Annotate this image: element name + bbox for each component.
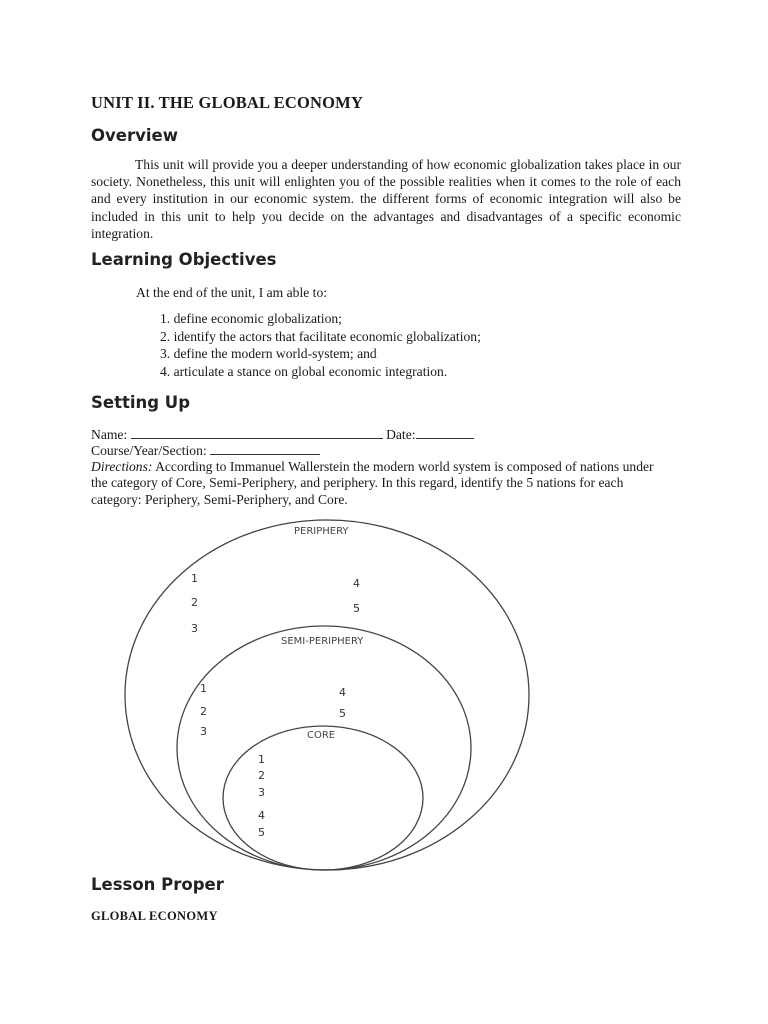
learning-objectives-intro: At the end of the unit, I am able to:	[136, 285, 328, 300]
periphery-number: 5	[353, 602, 360, 615]
core-number: 3	[258, 786, 265, 799]
periphery-number: 3	[191, 622, 198, 635]
lesson-proper-heading: Lesson Proper	[91, 875, 224, 894]
setting-up-heading: Setting Up	[91, 393, 191, 412]
core-number: 2	[258, 769, 265, 782]
semi-periphery-circle	[177, 626, 471, 870]
overview-paragraph: This unit will provide you a deeper understanding of how economic globalization takes place in our society. Nonetheless, this unit will enlighten you of the possible realities when it comes to the role of each and every institution in our economic system. the different forms of economic integration will also be included in this unit to help you decide on the advantages and disadvantages of a specific economic integration.	[91, 157, 681, 241]
periphery-circle	[125, 520, 529, 870]
semi-periphery-number: 1	[200, 682, 207, 695]
learning-objectives-heading: Learning Objectives	[91, 250, 277, 269]
name-label: Name:	[91, 427, 128, 442]
semi-periphery-number: 5	[339, 707, 346, 720]
course-label: Course/Year/Section:	[91, 443, 207, 458]
global-economy-heading: GLOBAL ECONOMY	[91, 909, 218, 923]
core-number: 4	[258, 809, 265, 822]
semi-periphery-number: 2	[200, 705, 207, 718]
core-number: 1	[258, 753, 265, 766]
directions-label: Directions:	[91, 459, 153, 474]
periphery-number: 4	[353, 577, 360, 590]
core-number: 5	[258, 826, 265, 839]
semi-periphery-number: 4	[339, 686, 346, 699]
unit-title: UNIT II. THE GLOBAL ECONOMY	[91, 93, 364, 112]
objective-item: 4. articulate a stance on global economic integration.	[160, 363, 448, 379]
periphery-label: PERIPHERY	[294, 526, 349, 537]
objective-item: 1. define economic globalization;	[160, 311, 342, 326]
objective-item: 2. identify the actors that facilitate economic globalization;	[160, 328, 481, 344]
periphery-number: 1	[191, 572, 198, 585]
core-circle	[223, 726, 423, 870]
objective-item: 3. define the modern world-system; and	[160, 346, 377, 362]
overview-heading: Overview	[91, 126, 178, 145]
semi-periphery-label: SEMI-PERIPHERY	[281, 636, 364, 647]
directions-text: According to Immanuel Wallerstein the modern world system is composed of nations under the category of Core, Semi-Periphery, and periphery. In this regard, identify the 5 nations for each category: Periphery, Semi-Periphery, and Core.	[91, 459, 654, 507]
date-label: Date:	[386, 427, 416, 442]
core-label: CORE	[307, 730, 336, 741]
semi-periphery-number: 3	[200, 725, 207, 738]
periphery-number: 2	[191, 596, 198, 609]
